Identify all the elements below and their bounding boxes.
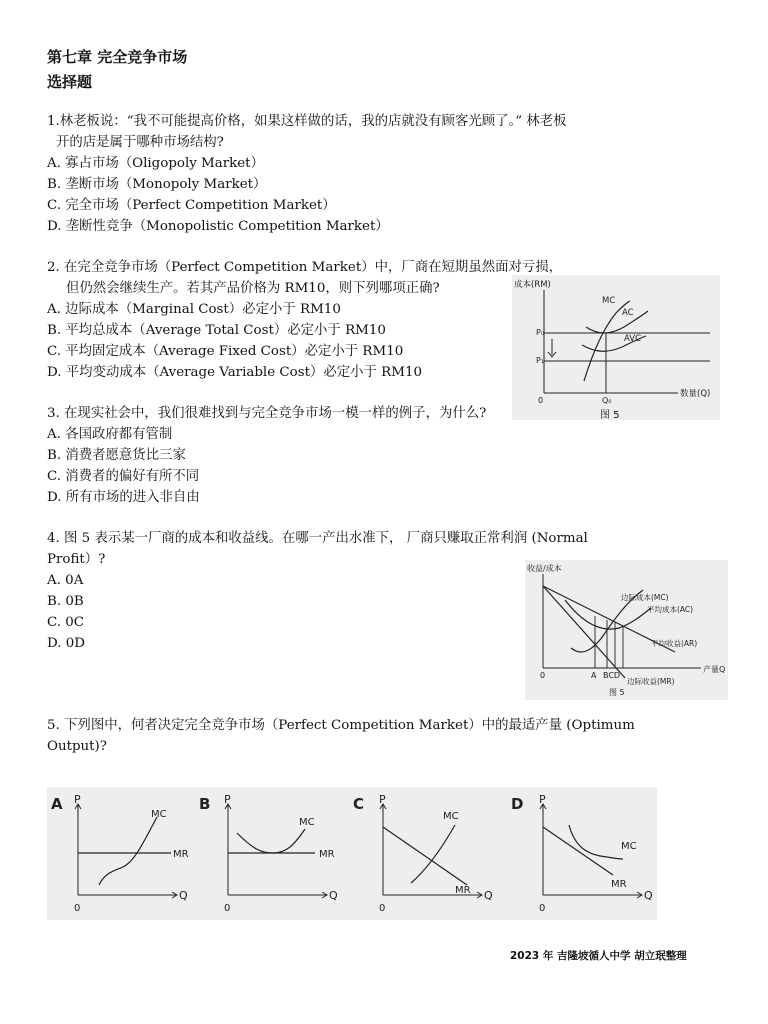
q5-panel-c-mc-curve: [411, 825, 455, 883]
q2-stem-cont: 但仍然会继续生产。若其产品价格为 RM10，则下列哪项正确?: [66, 281, 440, 296]
q1-stem: 1.林老板说：“我不可能提高价格，如果这样做的话，我的店就没有顾客光顾了。” 林老板: [47, 114, 567, 129]
q5-panel-d-mc: MC: [621, 841, 637, 852]
q5-stem-cont: Output)?: [47, 739, 107, 754]
q5-panel-d-mr: MR: [611, 879, 627, 890]
q5-panel-a-letter: A: [51, 795, 63, 813]
q3-stem: 3. 在现实社会中，我们很难找到与完全竞争市场一模一样的例子，为什么?: [47, 406, 487, 421]
q5-panel-c-mc: MC: [443, 811, 459, 822]
q5-panel-b-mr: MR: [319, 849, 335, 860]
q4-origin: 0: [540, 671, 546, 680]
q5-panel-b-letter: B: [199, 795, 211, 813]
q5-panel-d-letter: D: [511, 795, 524, 813]
q5-panel-d-mc-curve: [569, 825, 623, 859]
q5-panel-d-mr-line: [543, 827, 613, 875]
q5-panel-b-mc: MC: [299, 817, 315, 828]
q5-panel-b-p: P: [224, 793, 231, 806]
q5-panel-a-mc-curve: [99, 817, 157, 885]
q3-option-c: C. 消费者的偏好有所不同: [47, 469, 200, 484]
q5-panel-b-zero: 0: [224, 903, 231, 914]
q4-option-d: D. 0D: [47, 636, 86, 651]
q5-panel-d-p: P: [539, 793, 546, 806]
section-title: 选择题: [47, 73, 93, 91]
q2-ac-curve: [586, 311, 648, 333]
q5-panel-c-p: P: [379, 793, 386, 806]
q5-panel-c-letter: C: [353, 795, 365, 813]
q3-option-a: A. 各国政府都有管制: [47, 427, 173, 442]
q5-panel-a-mr: MR: [173, 849, 189, 860]
q1-stem-cont: 开的店是属于哪种市场结构?: [56, 135, 224, 150]
q3-option-d: D. 所有市场的进入非自由: [47, 490, 200, 505]
q5-panel-c: [353, 793, 493, 914]
q4-ar-label: 平均收益(AR): [651, 639, 698, 648]
chapter-title: 第七章 完全竞争市场: [47, 48, 188, 66]
q2-x-axis-label: 数量(Q): [680, 389, 711, 399]
q5-panel-d-q: Q: [644, 889, 653, 902]
q4-stem: 4. 图 5 表示某一厂商的成本和收益线。在哪一产出水准下， 厂商只赚取正常利润 (Normal: [47, 531, 588, 546]
q4-figure-caption: 图 5: [609, 688, 625, 697]
q4-option-b: B. 0B: [47, 594, 84, 609]
q2-figure: [512, 275, 720, 420]
q1-option-d: D. 垄断性竞争（Monopolistic Competition Market）: [47, 219, 389, 234]
q2-option-c: C. 平均固定成本（Average Fixed Cost）必定小于 RM10: [47, 344, 404, 359]
q5-stem: 5. 下列图中，何者决定完全竞争市场（Perfect Competition Market）中的最适产量 (Optimum: [47, 718, 635, 733]
q5-panel-a: [51, 793, 189, 914]
q4-bcd-label: BCD: [603, 671, 621, 680]
q5-panel-c-mr: MR: [455, 885, 471, 896]
q2-p0-label: P₀: [536, 328, 545, 337]
q4-mr-label: 边际收益(MR): [627, 677, 675, 686]
q4-x-axis-label: 产量Q: [703, 665, 726, 674]
q5-panel-a-p: P: [74, 793, 81, 806]
q2-p1-label: P₁: [536, 356, 545, 365]
q5-panel-a-zero: 0: [74, 903, 81, 914]
q2-option-d: D. 平均变动成本（Average Variable Cost）必定小于 RM10: [47, 365, 422, 380]
q4-a-label: A: [591, 671, 597, 680]
q4-mr-line: [543, 586, 625, 678]
q2-origin: 0: [538, 396, 544, 405]
q5-panel-a-mc: MC: [151, 809, 167, 820]
q4-stem-cont: Profit）?: [47, 552, 106, 567]
q2-stem: 2. 在完全竞争市场（Perfect Competition Market）中，厂商在短期虽然面对亏损，: [47, 260, 563, 275]
q5-panel-c-zero: 0: [379, 903, 386, 914]
q1-option-c: C. 完全市场（Perfect Competition Market）: [47, 198, 336, 213]
q2-figure-caption: 图 5: [600, 410, 620, 421]
q4-figure: [525, 560, 728, 700]
q4-mc-label: 边际成本(MC): [621, 593, 669, 602]
q5-panel-b-q: Q: [329, 889, 338, 902]
q4-y-axis-label: 收益/成本: [527, 564, 562, 573]
q2-ac-label: AC: [622, 308, 634, 318]
q4-ac-label: 平均成本(AC): [647, 605, 694, 614]
footer-credit: 2023 年 吉隆坡循人中学 胡立珉整理: [510, 950, 687, 962]
q5-panel-c-mr-line: [383, 827, 467, 885]
q5-panel-c-q: Q: [484, 889, 493, 902]
q2-option-b: B. 平均总成本（Average Total Cost）必定小于 RM10: [47, 323, 386, 338]
q3-option-b: B. 消费者愿意货比三家: [47, 448, 186, 463]
q2-q0-label: Q₀: [602, 396, 612, 405]
q5-panel-a-q: Q: [179, 889, 188, 902]
q2-y-axis-label: 成本(RM): [514, 280, 551, 290]
q2-avc-label: AVC: [624, 334, 642, 344]
q1-option-a: A. 寡占市场（Oligopoly Market）: [47, 156, 264, 171]
q1-option-b: B. 垄断市场（Monopoly Market）: [47, 177, 267, 192]
q5-figure-strip: [47, 787, 657, 920]
q5-panel-b-mc-curve: [237, 829, 305, 853]
q5-panel-d-zero: 0: [539, 903, 546, 914]
q5-panel-d: [511, 793, 653, 914]
q4-option-c: C. 0C: [47, 615, 85, 630]
q4-option-a: A. 0A: [47, 573, 84, 588]
q2-option-a: A. 边际成本（Marginal Cost）必定小于 RM10: [47, 302, 341, 317]
q5-panel-b: [199, 793, 338, 914]
q2-mc-label: MC: [602, 296, 616, 306]
